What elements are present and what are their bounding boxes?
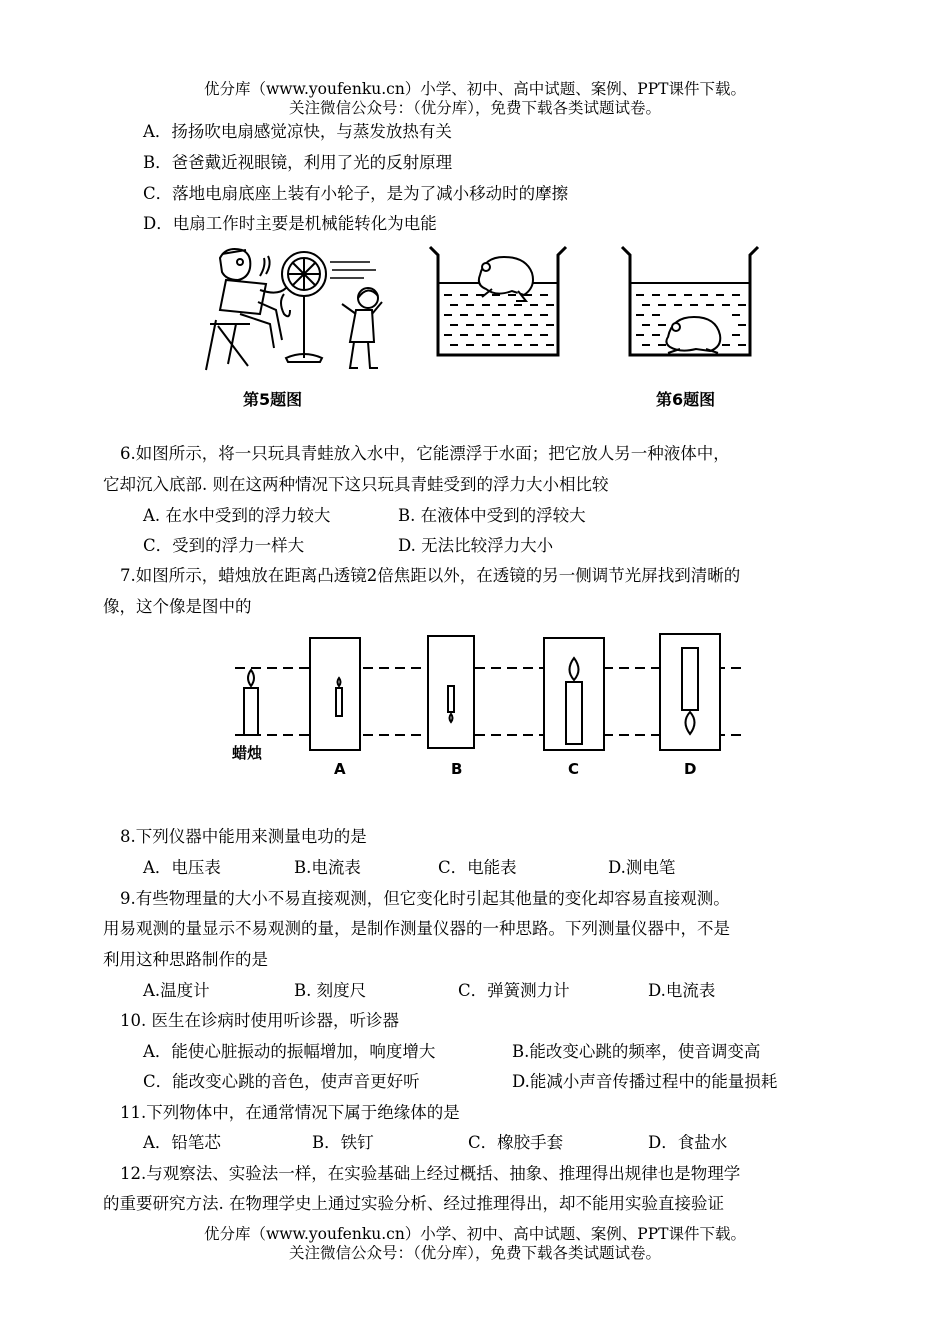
q11-option-b: B．铁钉 — [312, 1133, 374, 1152]
q10-stem: 10. 医生在诊病时使用听诊器，听诊器 — [120, 1011, 399, 1030]
q8-option-b: B.电流表 — [294, 858, 361, 877]
q10-option-a: A．能使心脏振动的振幅增加，响度增大 — [143, 1042, 436, 1061]
q10-option-d: D.能减小声音传播过程中的能量损耗 — [512, 1072, 778, 1091]
q5-option-a: A．扬扬吹电扇感觉凉快，与蒸发放热有关 — [143, 122, 452, 141]
q9-option-d: D.电流表 — [648, 981, 716, 1000]
q6-stem-line-2: 它却沉入底部. 则在这两种情况下这只玩具青蛙受到的浮力大小相比较 — [103, 475, 609, 494]
q9-stem-line-1: 9.有些物理量的大小不易直接观测，但它变化时引起其他量的变化却容易直接观测。 — [120, 889, 730, 908]
screen-b — [428, 636, 474, 748]
q8-option-d: D.测电笔 — [608, 858, 676, 877]
q8-option-c: C．电能表 — [438, 858, 517, 877]
screen-a — [310, 638, 360, 750]
label-d: D — [684, 760, 697, 778]
q9-option-a: A.温度计 — [143, 981, 210, 1000]
q10-option-c: C．能改变心跳的音色，使声音更好听 — [143, 1072, 420, 1091]
footer-line-1: 优分库（www.youfenku.cn）小学、初中、高中试题、案例、PPT课件下载。 — [203, 1225, 747, 1243]
label-c: C — [568, 760, 580, 778]
q6-option-c: C．受到的浮力一样大 — [143, 536, 305, 555]
header-line-2: 关注微信公众号：（优分库），免费下载各类试题试卷。 — [288, 99, 661, 117]
label-b: B — [451, 760, 463, 778]
label-a: A — [334, 760, 346, 778]
candle-object — [244, 670, 258, 735]
q8-stem: 8.下列仪器中能用来测量电功的是 — [120, 827, 367, 846]
screen-c — [544, 638, 604, 750]
q8-option-a: A．电压表 — [143, 858, 221, 877]
q9-option-b: B. 刻度尺 — [294, 981, 367, 1000]
q9-option-c: C．弹簧测力计 — [458, 981, 570, 1000]
q5-option-d: D．电扇工作时主要是机械能转化为电能 — [143, 214, 437, 233]
q6-option-d: D. 无法比较浮力大小 — [398, 536, 554, 555]
figure-5-fan-scene — [200, 240, 390, 380]
figure-5-caption: 第5题图 — [243, 390, 303, 409]
q12-stem-line-2: 的重要研究方法. 在物理学史上通过实验分析、经过推理得出，却不能用实验直接验证 — [103, 1194, 724, 1213]
q11-option-a: A．铅笔芯 — [143, 1133, 221, 1152]
header-line-1: 优分库（www.youfenku.cn）小学、初中、高中试题、案例、PPT课件下载。 — [203, 80, 747, 98]
footer-line-2: 关注微信公众号：（优分库），免费下载各类试题试卷。 — [288, 1244, 661, 1262]
q5-option-c: C．落地电扇底座上装有小轮子，是为了减小移动时的摩擦 — [143, 184, 569, 203]
q6-stem-line-1: 6.如图所示，将一只玩具青蛙放入水中，它能漂浮于水面；把它放人另一种液体中， — [120, 444, 730, 463]
q10-option-b: B.能改变心跳的频率，使音调变高 — [512, 1042, 761, 1061]
q9-stem-line-2: 用易观测的量显示不易观测的量，是制作测量仪器的一种思路。下列测量仪器中，不是 — [103, 919, 730, 938]
q6-option-a: A. 在水中受到的浮力较大 — [143, 506, 331, 525]
q11-stem: 11.下列物体中，在通常情况下属于绝缘体的是 — [120, 1103, 460, 1122]
q11-option-d: D．食盐水 — [648, 1133, 728, 1152]
q7-stem-line-1: 7.如图所示，蜡烛放在距离凸透镜2倍焦距以外，在透镜的另一侧调节光屏找到清晰的 — [120, 566, 741, 585]
candle-label: 蜡烛 — [232, 744, 263, 762]
q11-option-c: C．橡胶手套 — [468, 1133, 564, 1152]
screen-d — [660, 634, 720, 750]
q5-option-b: B．爸爸戴近视眼镜，利用了光的反射原理 — [143, 153, 453, 172]
figure-6-caption: 第6题图 — [656, 390, 716, 409]
q12-stem-line-1: 12.与观察法、实验法一样，在实验基础上经过概括、抽象、推理得出规律也是物理学 — [120, 1164, 741, 1183]
q9-stem-line-3: 利用这种思路制作的是 — [103, 950, 268, 969]
q7-stem-line-2: 像，这个像是图中的 — [103, 597, 252, 616]
figure-6-beakers — [430, 245, 760, 360]
figure-7-candle-images — [230, 630, 750, 780]
q6-option-b: B. 在液体中受到的浮较大 — [398, 506, 586, 525]
